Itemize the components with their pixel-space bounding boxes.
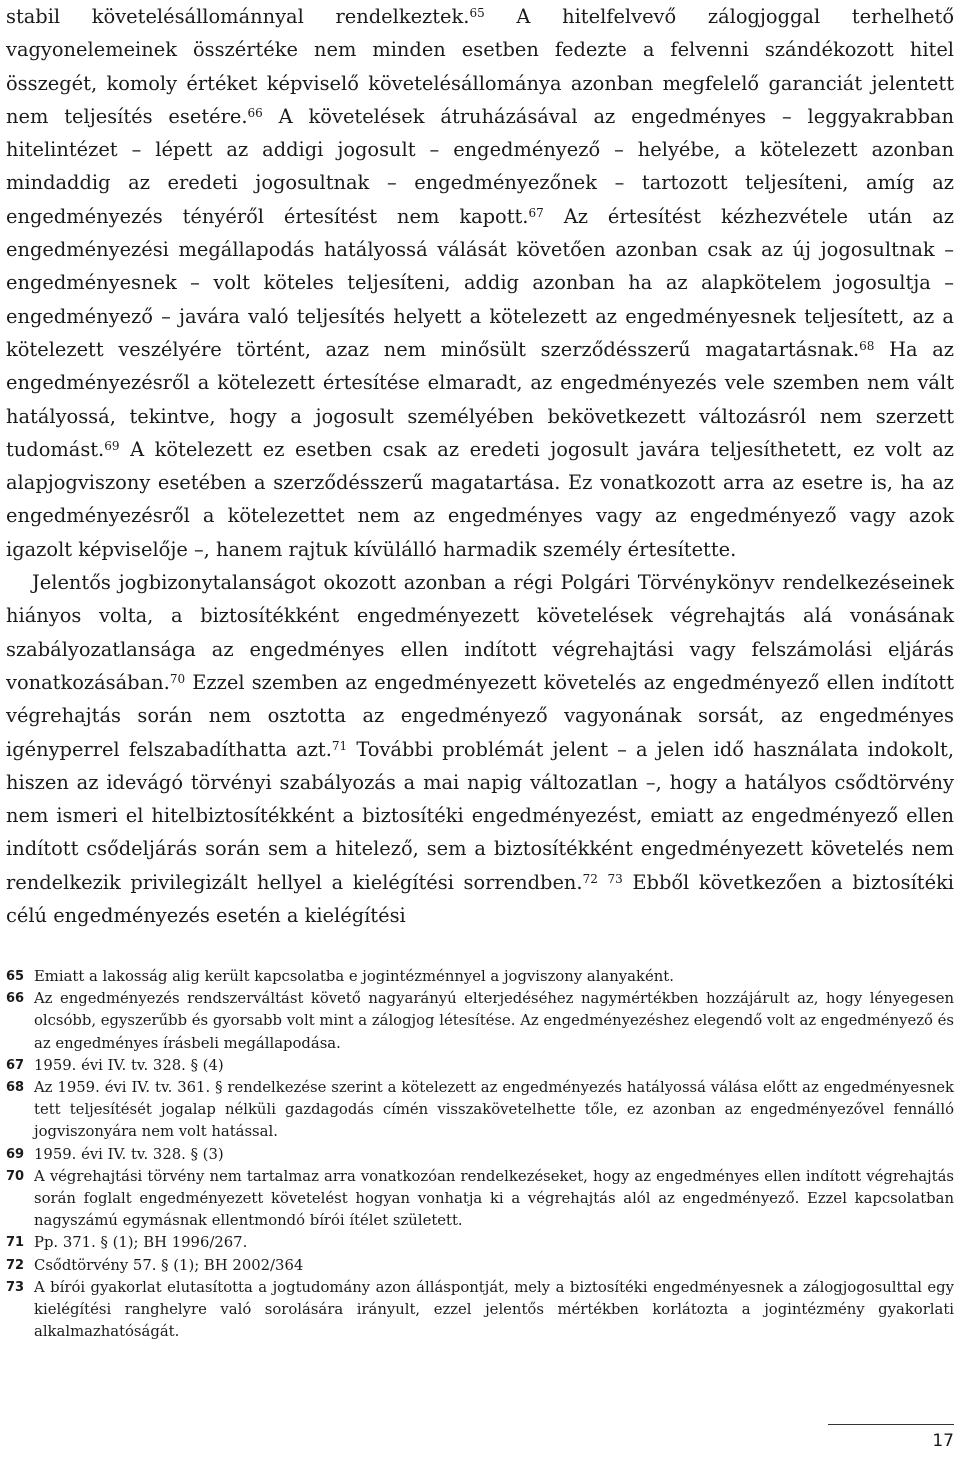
text-run: Jelentős jogbizonytalanságot okozott azonban a régi Polgári Törvénykönyv rendelkezéseinek hiányos volta, a biztosítékként engedményezett követelések végrehajtás alá vonásának szabályozatlansága az engedményes ellen indított végrehajtási vagy felszámolási eljárás vonatkozásában. (6, 571, 954, 694)
footnote-ref-65[interactable]: 65 (469, 5, 485, 20)
paragraph-2 (6, 566, 954, 932)
footnote-text: Az engedményezés rendszerváltást követő nagyarányú elterjedéséhez nagymértékben hozzájárult az, hogy lényegesen olcsóbb, egyszerűbb és gyorsabb volt mint a zálogjog létesítése. Az engedményezéshez elegendő volt az engedményező és az engedményes írásbeli megállapodása. (34, 990, 954, 1052)
footnote-text: Az 1959. évi IV. tv. 361. § rendelkezése szerint a kötelezett az engedményezés hatályossá válása előtt az engedményesnek tett teljesítését jogalap nélküli gazdagodás címén visszakövetelhette tőle, ez azonban az engedményezővel fennálló jogviszonyára nem volt hatással. (34, 1079, 954, 1141)
footnote-ref-72[interactable]: 72 (582, 871, 598, 886)
text-run: Az értesítést kézhezvétele után az engedményezési megállapodás hatályossá válását követően azonban csak az új jogosultnak – engedményesnek – volt köteles teljesíteni, addig azonban ha az alapkötelem jogosultja – engedményező – javára való teljesítés helyett a kötelezett az engedményesnek teljesített, az a kötelezett veszélyére történt, azaz nem minősült szerződésszerű magatartásnak. (6, 204, 954, 361)
footnote-number: 67 (6, 1057, 25, 1073)
text-run: További problémát jelent – a jelen idő használata indokolt, hiszen az idevágó törvényi szabályozás a mai napig változatlan –, hogy a hatályos csődtörvény nem ismeri el hitelbiztosítékként a biztosítéki engedményezést, emiatt az engedményező ellen indított csődeljárás során sem a hitelező, sem a biztosítékként engedményezett követelés nem rendelkezik privilegizált hellyel a kielégítési sorrendben. (6, 737, 954, 894)
footnote-68 (6, 1077, 954, 1144)
footnote-number: 71 (6, 1235, 25, 1251)
paragraph-1 (6, 0, 954, 566)
footnote-69 (6, 1144, 954, 1166)
footnote-text: 1959. évi IV. tv. 328. § (3) (34, 1145, 224, 1163)
footnote-73 (6, 1277, 954, 1344)
footnote-text: Pp. 371. § (1); BH 1996/267. (34, 1234, 248, 1252)
footnote-text: 1959. évi IV. tv. 328. § (4) (34, 1056, 224, 1074)
footnote-ref-73[interactable]: 73 (607, 871, 623, 886)
footnote-ref-66[interactable]: 66 (247, 105, 263, 120)
footnote-66 (6, 988, 954, 1055)
footnote-70 (6, 1166, 954, 1233)
text-run: Ebből következően a biztosítéki célú engedményezés esetén a kielégítési (6, 870, 954, 928)
footnote-ref-69[interactable]: 69 (104, 438, 120, 453)
footnote-text: Csődtörvény 57. § (1); BH 2002/364 (34, 1256, 304, 1274)
footnote-ref-67[interactable]: 67 (528, 205, 544, 220)
footnote-text: A bírói gyakorlat elutasította a jogtudomány azon álláspontját, mely a biztosítéki engedményesnek a zálogjogosulttal egy kielégítési ranghelyre való sorolására irányult, ezzel jelentős mértékben korlátozta a jogintézmény gyakorlati alkalmazhatóságát. (34, 1278, 954, 1341)
page-number: 17 (932, 1431, 954, 1451)
footnote-number: 69 (6, 1146, 25, 1162)
footnote-number: 73 (6, 1279, 25, 1295)
footnote-text: A végrehajtási törvény nem tartalmaz arra vonatkozóan rendelkezéseket, hogy az engedményes ellen indított végrehajtás során foglalt engedményezett követelést hogyan vonhatja ki a végrehajtás alól az engedményező. Ezzel kapcsolatban nagyszámú egymásnak ellentmondó bírói ítélet született. (34, 1167, 954, 1230)
footnote-text: Emiatt a lakosság alig került kapcsolatba e jogintézménnyel a jogviszony alanyaként. (34, 968, 674, 985)
page-number-rule (828, 1424, 954, 1425)
footnote-72 (6, 1255, 954, 1277)
footnote-number: 65 (6, 969, 25, 984)
footnote-ref-70[interactable]: 70 (169, 671, 186, 686)
text-run: A követelések átruházásával az engedményes – leggyakrabban hitelintézet – lépett az addigi jogosult – engedményező – helyébe, a kötelezett azonban mindaddig az eredeti jogosultnak – engedményezőnek – tartozott teljesíteni, amíg az engedményezés tényéről értesítést nem kapott. (6, 104, 954, 228)
body-text (6, 0, 954, 932)
text-run: A hitelfelvevő zálogjoggal terhelhető vagyonelemeinek összértéke nem minden esetben fedezte a felvenni szándékozott hitel összegét, komoly értéket képviselő követelésállománya azonban megfelelő garanciát jelentett nem teljesítés esetére. (6, 5, 955, 128)
footnote-67 (6, 1055, 954, 1077)
footnote-ref-71[interactable]: 71 (331, 738, 348, 753)
text-run: Ezzel szemben az engedményezett követelés az engedményező ellen indított végrehajtás során nem osztotta az engedményező vagyonának sorsát, az engedményes igényperrel felszabadíthatta azt. (6, 670, 954, 761)
footnote-65 (6, 966, 954, 988)
footnote-number: 66 (6, 991, 25, 1007)
footnotes (6, 966, 954, 1343)
text-run: Ha az engedményezésről a kötelezett értesítése elmaradt, az engedményezés vele szemben nem vált hatályossá, tekintve, hogy a jogosult személyében bekövetkezett változásról nem szerzett tudomást. (6, 337, 954, 461)
footnote-ref-68[interactable]: 68 (859, 338, 875, 353)
text-run: stabil követelésállománnyal rendelkeztek. (6, 5, 470, 28)
text-run: A kötelezett ez esetben csak az eredeti jogosult javára teljesíthetett, ez volt az alapjogviszony esetében a szerződésszerű magatartása. Ez vonatkozott arra az esetre is, ha az engedményezésről a kötelezettet nem az engedményes vagy az engedményező vagy azok igazolt képviselője –, hanem rajtuk kívülálló harmadik személy értesítette. (6, 437, 954, 561)
footnote-71 (6, 1232, 954, 1254)
footnote-number: 68 (6, 1080, 25, 1096)
footnote-number: 70 (6, 1168, 25, 1184)
footnote-number: 72 (6, 1257, 25, 1273)
